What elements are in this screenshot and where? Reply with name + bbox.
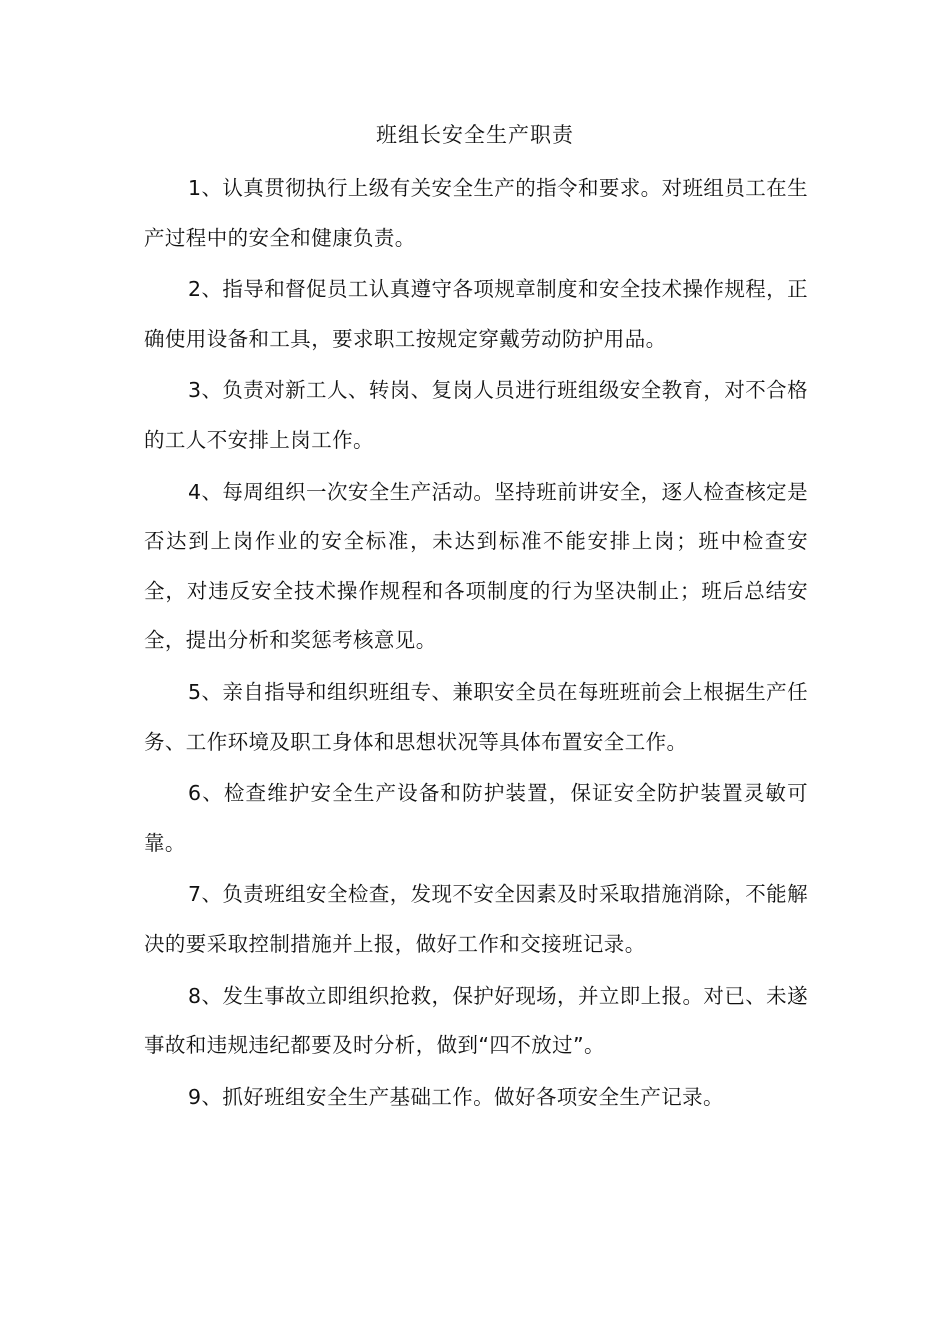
duty-item-7: 7、负责班组安全检查，发现不安全因素及时采取措施消除，不能解决的要采取控制措施并上报，做好工作和交接班记录。 [144,882,808,956]
duty-item-1: 1、认真贯彻执行上级有关安全生产的指令和要求。对班组员工在生产过程中的安全和健康负责。 [144,176,808,250]
duty-item-8: 8、发生事故立即组织抢救，保护好现场，并立即上报。对已、未遂事故和违规违纪都要及时分析，做到“四不放过”。 [144,983,808,1058]
duty-item-3: 3、负责对新工人、转岗、复岗人员进行班组级安全教育，对不合格的工人不安排上岗工作。 [144,378,808,452]
document-body [144,164,808,1124]
duty-item-5: 5、亲自指导和组织班组专、兼职安全员在每班班前会上根据生产任务、工作环境及职工身体和思想状况等具体布置安全工作。 [144,679,808,754]
duty-item-4: 4、每周组织一次安全生产活动。坚持班前讲安全，逐人检查核定是否达到上岗作业的安全标准，未达到标准不能安排上岗；班中检查安全，对违反安全技术操作规程和各项制度的行为坚决制止；班后总结安全，提出分析和奖惩考核意见。 [144,479,808,653]
document-title: 班组长安全生产职责 [376,123,574,147]
duty-item-9: 9、抓好班组安全生产基础工作。做好各项安全生产记录。 [188,1084,724,1109]
duty-item-6: 6、检查维护安全生产设备和防护装置，保证安全防护装置灵敏可靠。 [144,781,808,855]
duty-item-2: 2、指导和督促员工认真遵守各项规章制度和安全技术操作规程，正确使用设备和工具，要求职工按规定穿戴劳动防护用品。 [144,277,808,351]
